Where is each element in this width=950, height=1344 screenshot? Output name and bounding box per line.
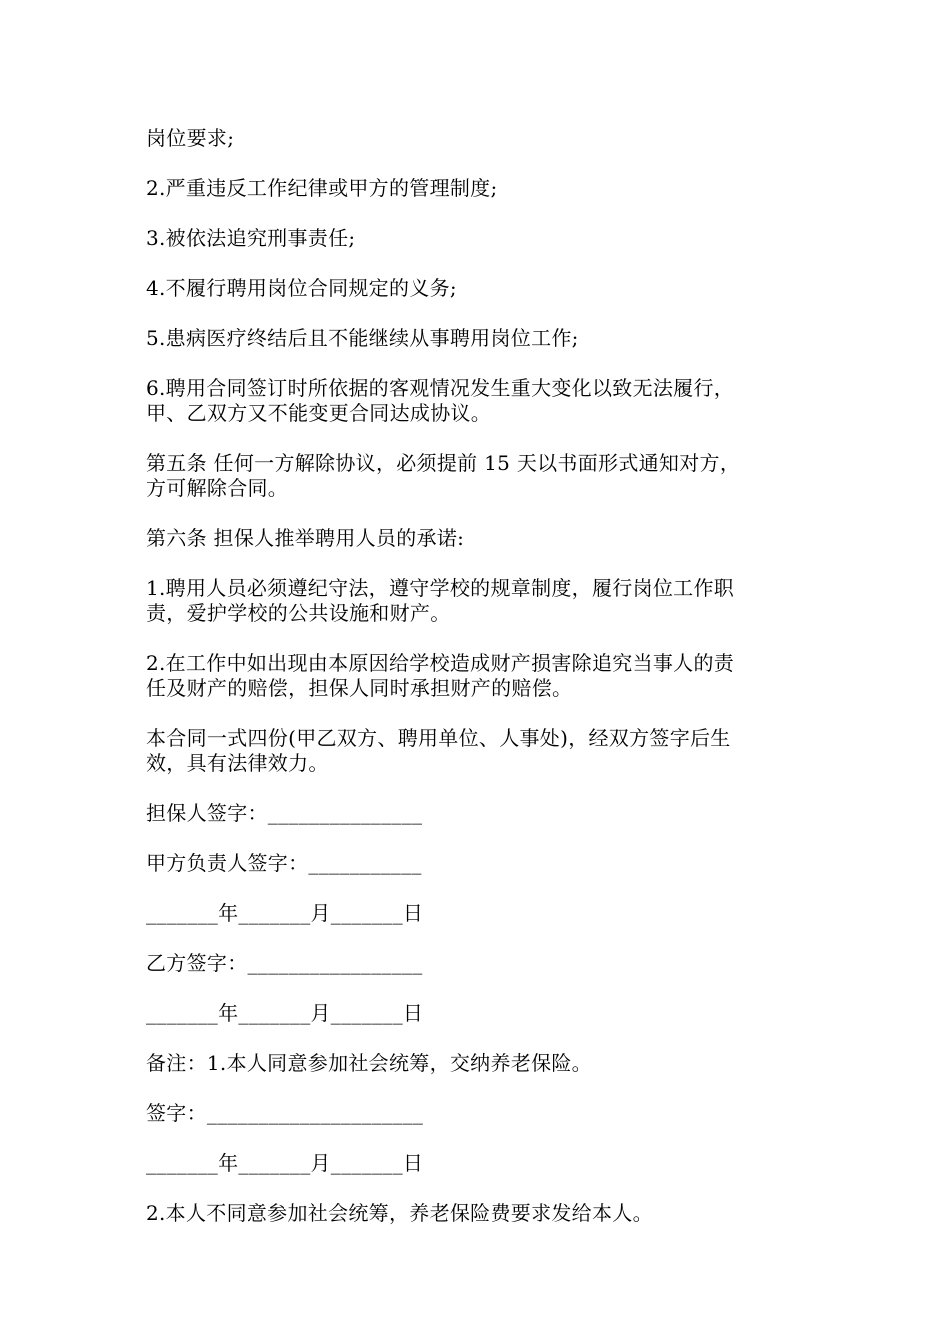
paragraph-item-5-illness: 5.患病医疗终结后且不能继续从事聘用岗位工作; [146,326,579,350]
paragraph-item-2-discipline: 2.严重违反工作纪律或甲方的管理制度; [146,176,498,200]
paragraph-job-requirements: 岗位要求; [146,126,235,150]
date-line-2: _______年_______月_______日 [146,1001,424,1025]
party-a-signature-line: 甲方负责人签字：___________ [146,851,422,875]
guarantor-signature-line: 担保人签字：_______________ [146,801,423,825]
paragraph-article-5: 第五条 任何一方解除协议，必须提前 15 天以书面形式通知对方， 方可解除合同。 [146,451,741,500]
paragraph-copies-effect: 本合同一式四份(甲乙双方、聘用单位、人事处)，经双方签字后生 效，具有法律效力。 [146,726,731,775]
paragraph-item-6-circumstances: 6.聘用合同签订时所依据的客观情况发生重大变化以致无法履行， 甲、乙双方又不能变更合同达成协议。 [146,376,735,425]
remark-item-2: 2.本人不同意参加社会统筹，养老保险费要求发给本人。 [146,1201,653,1225]
remark-signature-line: 签字：_____________________ [146,1101,424,1125]
paragraph-item-4-obligations: 4.不履行聘用岗位合同规定的义务; [146,276,457,300]
remark-item-1: 备注：1.本人同意参加社会统筹，交纳养老保险。 [146,1051,592,1075]
paragraph-article-6-item-2: 2.在工作中如出现由本原因给学校造成财产损害除追究当事人的责 任及财产的赔偿，担保人同时承担财产的赔偿。 [146,651,735,700]
paragraph-article-6-item-1: 1.聘用人员必须遵纪守法，遵守学校的规章制度，履行岗位工作职 责，爱护学校的公共设施和财产。 [146,576,735,625]
party-b-signature-line: 乙方签字：_________________ [146,951,423,975]
paragraph-article-6: 第六条 担保人推举聘用人员的承诺: [146,526,465,550]
paragraph-item-3-criminal: 3.被依法追究刑事责任; [146,226,356,250]
date-line-3: _______年_______月_______日 [146,1151,424,1175]
date-line-1: _______年_______月_______日 [146,901,424,925]
